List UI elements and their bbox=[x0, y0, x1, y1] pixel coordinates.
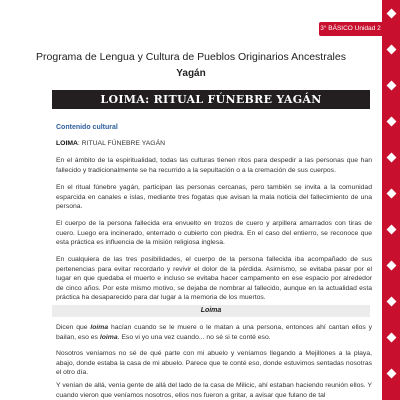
lead-bold: LOIMA bbox=[56, 140, 78, 147]
story-text: . Eso vi yo una vez cuando... no sé si te conté eso. bbox=[117, 333, 271, 341]
lead-line bbox=[56, 139, 372, 149]
people-name: Yagán bbox=[176, 68, 206, 79]
paragraph-2: En el ritual fúnebre yagán, participan las personas cercanas, pero también se invita a la comunidad esparcida en canales e islas, mediante tres fogatas que avisan la mala noticia del fallecimiento de una persona. bbox=[56, 184, 372, 211]
paragraph-3: El cuerpo de la persona fallecida era envuelto en trozos de cuero y arpillera amarrados con tiras de cuero. Luego era incinerado, enterrado o cubierto con piedra. En el caso del entierro, se reconoce que esta práctica es influencia de la misión religiosa inglesa. bbox=[56, 220, 372, 247]
paragraph-4: En cualquiera de las tres posibilidades, el cuerpo de la persona fallecida iba acompañado de sus pertenencias para evitar recordarlo y revivir el dolor de la pérdida. Asimismo, se evitaba pasar por el lugar en que quedaba el muerto e incluso se evitaba hacer campamento en ese espacio por alrededor de cinco años. Por este mismo motivo, se dejaba de nombrar al fallecido, aunque en la actualidad esta práctica ha desaparecido para dar lugar a la memoria de los muertos. bbox=[56, 256, 372, 302]
story-paragraph-3: Y venían de allá, venía gente de allá del lado de la casa de Milicic, ahí estaban haciendo reunión ellos. Y cuando vieron que veníamos nosotros, ellos nos fueron a gritar, a avisar que fulano de tal bbox=[56, 382, 372, 399]
program-title: Programa de Lengua y Cultura de Pueblos Originarios Ancestrales bbox=[36, 51, 346, 63]
paragraph-1: En el ámbito de la espiritualidad, todas las culturas tienen ritos para despedir a las personas que han fallecido y tradicionalmente se ha recurrido a la sepultación o a la cremación de sus cuerpos. bbox=[56, 157, 372, 174]
story-term: loima bbox=[99, 333, 118, 341]
lead-rest: : RITUAL FÚNEBRE YAGÁN bbox=[77, 140, 166, 147]
story-text: hacían cuando se le muere o le matan a una persona, entonces ahí cantan ellos y bailan, eso es bbox=[56, 324, 372, 341]
story-paragraph-2: Nosotros veníamos no sé de qué parte con mi abuelo y veníamos llegando a Mejillones a la playa, abajo, donde estaba la casa de mi abuelo. Parece que te conté eso, donde estuvimos sentadas nosotras el otro día. bbox=[56, 350, 372, 377]
story-paragraph-1 bbox=[56, 323, 372, 342]
unit-badge: 3° BÁSICO Unidad 2 bbox=[319, 22, 382, 36]
story-term: loima bbox=[90, 324, 109, 331]
page-title: LOIMA: RITUAL FÚNEBRE YAGÁN bbox=[52, 90, 370, 109]
story-text: Dicen que bbox=[56, 324, 91, 331]
story-heading: Loima bbox=[52, 305, 370, 317]
section-label: Contenido cultural bbox=[56, 124, 118, 131]
